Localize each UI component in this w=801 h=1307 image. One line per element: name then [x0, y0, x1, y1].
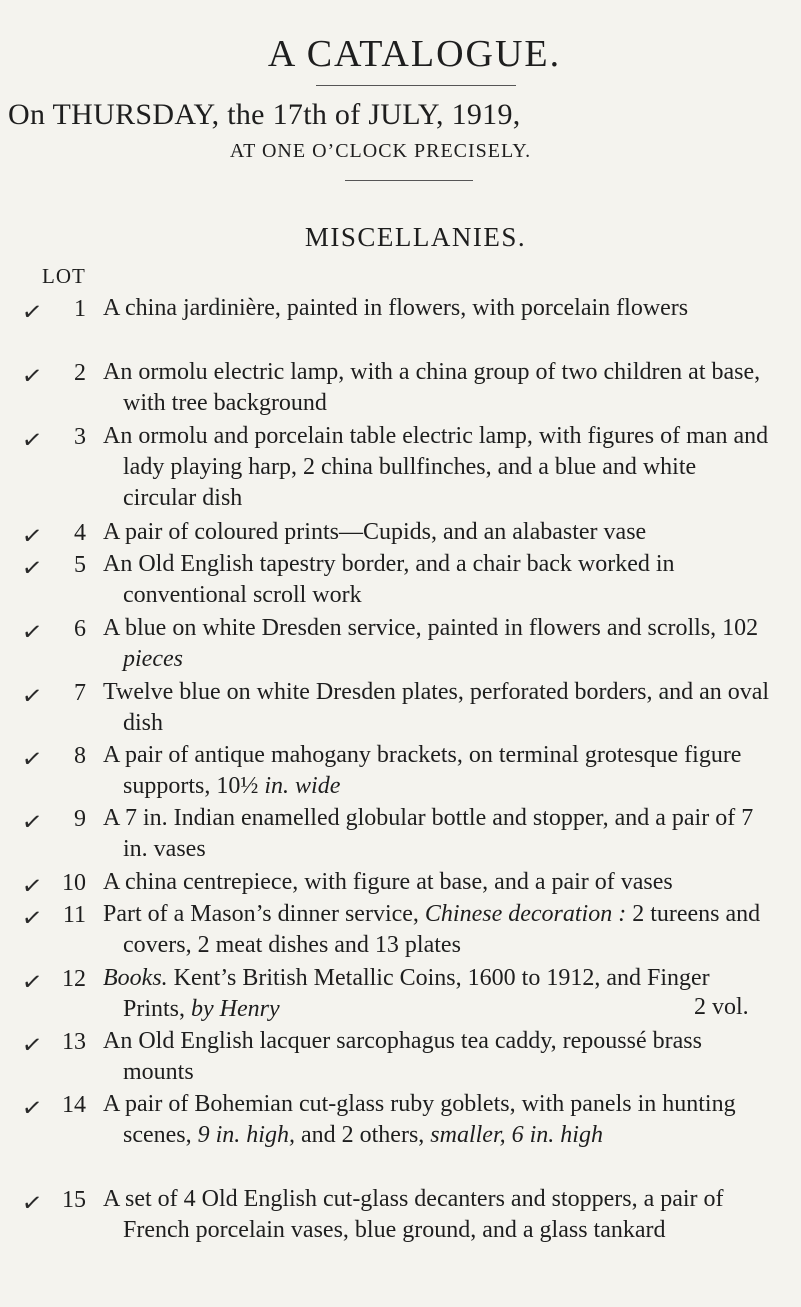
lot-text: A pair of Bohemian cut-glass ruby goblets, with panels in hunting scenes, — [103, 1091, 736, 1148]
lot-text: An ormolu electric lamp, with a china group of two children at base, with tree background — [103, 359, 761, 416]
lot-text-tail: 2 tureens and covers, 2 meat dishes and 13 plates — [123, 901, 761, 958]
check-mark-icon: ✓ — [20, 1029, 44, 1061]
lot-description — [103, 549, 773, 611]
lot-description — [103, 517, 773, 548]
check-mark-icon: ✓ — [20, 870, 44, 902]
check-mark-icon: ✓ — [20, 360, 44, 392]
lot-number: 1 — [74, 296, 86, 322]
lot-text: A china centrepiece, with figure at base, and a pair of vases — [103, 869, 673, 895]
lot-description — [103, 867, 773, 898]
lot-text: An Old English tapestry border, and a chair back worked in conventional scroll work — [103, 551, 675, 608]
check-mark-icon: ✓ — [20, 520, 44, 552]
sale-date: On THURSDAY, the 17th of JULY, 1919, — [8, 98, 521, 131]
volume-count: 2 vol. — [694, 994, 749, 1020]
catalogue-title: A CATALOGUE. — [267, 33, 562, 75]
check-mark-icon: ✓ — [20, 966, 44, 998]
check-mark-icon: ✓ — [20, 680, 44, 712]
lot-description — [103, 963, 773, 1025]
lot-number: 10 — [62, 870, 86, 896]
lot-description — [103, 1026, 773, 1088]
lot-column-header: LOT — [42, 264, 86, 288]
lot-text: An ormolu and porcelain table electric lamp, with figures of man and lady playing harp, 2 china bullfinches, and a blue and white circular dish — [103, 423, 769, 511]
lot-text: A 7 in. Indian enamelled globular bottle and stopper, and a pair of 7 in. vases — [103, 805, 754, 862]
check-mark-icon: ✓ — [20, 806, 44, 838]
lot-text: Twelve blue on white Dresden plates, perforated borders, and an oval dish — [103, 679, 770, 736]
sale-time: AT ONE O’CLOCK PRECISELY. — [229, 140, 532, 162]
check-mark-icon: ✓ — [20, 743, 44, 775]
lot-number: 14 — [62, 1092, 86, 1118]
lot-italic-text: in. wide — [264, 773, 341, 799]
check-mark-icon: ✓ — [20, 296, 44, 328]
check-mark-icon: ✓ — [20, 424, 44, 456]
check-mark-icon: ✓ — [20, 1187, 44, 1219]
lot-description — [103, 1184, 773, 1246]
lot-description — [103, 899, 773, 961]
lot-text: Part of a Mason’s dinner service, — [103, 901, 425, 927]
lot-number: 7 — [74, 680, 86, 706]
lot-number: 2 — [74, 360, 86, 386]
lot-description — [103, 293, 773, 324]
lot-text: An Old English lacquer sarcophagus tea caddy, repoussé brass mounts — [103, 1028, 702, 1085]
title-rule — [316, 85, 516, 86]
lot-text: A blue on white Dresden service, painted in flowers and scrolls, 102 — [103, 615, 759, 641]
lot-number: 13 — [62, 1029, 86, 1055]
lot-text: A china jardinière, painted in flowers, with porcelain flowers — [103, 295, 689, 321]
lot-number: 12 — [62, 966, 86, 992]
lot-number: 6 — [74, 616, 86, 642]
lot-number: 9 — [74, 806, 86, 832]
check-mark-icon: ✓ — [20, 1092, 44, 1124]
lot-text: A pair of coloured prints—Cupids, and an alabaster vase — [103, 519, 647, 545]
lot-number: 15 — [62, 1187, 86, 1213]
check-mark-icon: ✓ — [20, 552, 44, 584]
lot-description — [103, 1089, 773, 1151]
lot-number: 3 — [74, 424, 86, 450]
lot-category: Books. — [103, 965, 168, 991]
lot-italic-text: 9 in. high, — [197, 1122, 295, 1148]
check-mark-icon: ✓ — [20, 902, 44, 934]
lot-text: Kent’s British Metallic Coins, 1600 to 1912, and Finger Prints, — [123, 965, 710, 1022]
lot-number: 4 — [74, 520, 86, 546]
section-rule — [345, 180, 473, 181]
lot-number: 11 — [62, 902, 86, 928]
lot-description — [103, 613, 773, 675]
lot-italic-text: Chinese decoration : — [424, 901, 627, 927]
section-title: MISCELLANIES. — [304, 222, 527, 252]
lot-italic-text: pieces — [123, 646, 183, 672]
check-mark-icon: ✓ — [20, 616, 44, 648]
lot-description — [103, 803, 773, 865]
lot-description — [103, 421, 773, 514]
lot-description — [103, 677, 773, 739]
lot-description — [103, 740, 773, 802]
lot-italic-text: smaller, 6 in. high — [430, 1122, 603, 1148]
lot-number: 5 — [74, 552, 86, 578]
lot-italic-text: by Henry — [191, 996, 280, 1022]
lot-number: 8 — [74, 743, 86, 769]
lot-text: A pair of antique mahogany brackets, on terminal grotesque figure supports, 10½ — [103, 742, 742, 799]
lot-description — [103, 357, 773, 419]
lot-text: A set of 4 Old English cut-glass decanters and stoppers, a pair of French porcelain vases, blue ground, and a glass tankard — [103, 1186, 724, 1243]
lot-text-tail: and 2 others, — [294, 1122, 431, 1148]
